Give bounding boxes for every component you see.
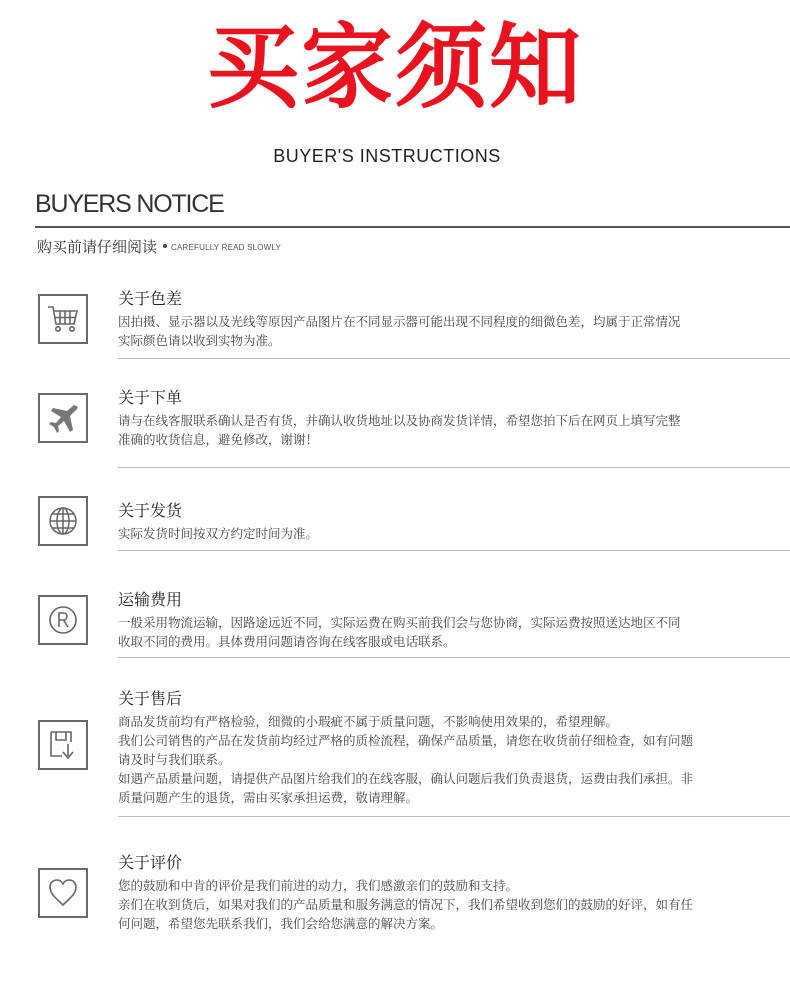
item-body [118,411,758,449]
read-carefully-cn: 购买前请仔细阅读 [37,238,158,256]
item-line: 质量问题产生的退货，需由买家承担运费，敬请理解。 [118,790,419,805]
item-body [118,712,758,807]
registered-icon [38,595,88,645]
page-title: 买家须知 [206,14,583,121]
item-title: 关于发货 [118,501,183,520]
item-title: 关于下单 [118,388,183,407]
read-carefully-row [37,236,281,257]
shopping-cart-icon [38,294,88,344]
item-line: 您的鼓励和中肯的评价是我们前进的动力，我们感激亲们的鼓励和支持。 [118,878,519,893]
item-title: 关于色差 [118,289,183,308]
item-line: 实际颜色请以收到实物为准。 [118,333,281,348]
divider [118,467,790,468]
item-line: 因拍摄、显示器以及光线等原因产品图片在不同显示器可能出现不同程度的细微色差，均属于正常情况 [118,314,681,329]
divider [118,657,790,658]
notice-heading: BUYERS NOTICE [35,190,224,218]
item-body [118,312,758,350]
item-line: 请与在线客服联系确认是否有货，并确认收货地址以及协商发货详情，希望您拍下后在网页上填写完整 [118,413,681,428]
item-body [118,876,758,933]
divider [118,358,790,359]
item-line: 我们公司销售的产品在发货前均经过严格的质检流程，确保产品质量，请您在收货前仔细检查，如有问题 [118,733,694,748]
page-subtitle: BUYER'S INSTRUCTIONS [273,146,501,166]
bullet-dot [163,244,167,248]
read-carefully-en: CAREFULLY READ SLOWLY [171,243,282,252]
airplane-icon [38,393,88,443]
divider [118,550,790,551]
item-line: 实际发货时间按双方约定时间为准。 [118,526,319,541]
item-line: 何问题，希望您先联系我们，我们会给您满意的解决方案。 [118,916,444,931]
item-line: 一般采用物流运输，因路途远近不同，实际运费在购买前我们会与您协商，实际运费按照送达地区不同 [118,615,681,630]
item-line: 准确的收货信息，避免修改，谢谢！ [118,432,319,447]
item-title: 运输费用 [118,590,183,609]
item-line: 如遇产品质量问题，请提供产品图片给我们的在线客服，确认问题后我们负责退货，运费由我们承担。非 [118,771,694,786]
item-line: 商品发货前均有严格检验，细微的小瑕疵不属于质量问题，不影响使用效果的，希望理解。 [118,714,619,729]
globe-icon [38,496,88,546]
item-line: 亲们在收到货后，如果对我们的产品质量和服务满意的情况下，我们希望收到您们的鼓励的好评，如有任 [118,897,694,912]
item-line: 收取不同的费用。具体费用问题请咨询在线客服或电话联系。 [118,634,456,649]
heading-rule [35,226,790,228]
item-title: 关于评价 [118,853,183,872]
item-line: 请及时与我们联系。 [118,752,231,767]
divider [118,816,790,817]
heart-icon [38,868,88,918]
item-title: 关于售后 [118,689,183,708]
return-download-icon [38,720,88,770]
item-body [118,524,758,543]
item-body [118,613,758,651]
